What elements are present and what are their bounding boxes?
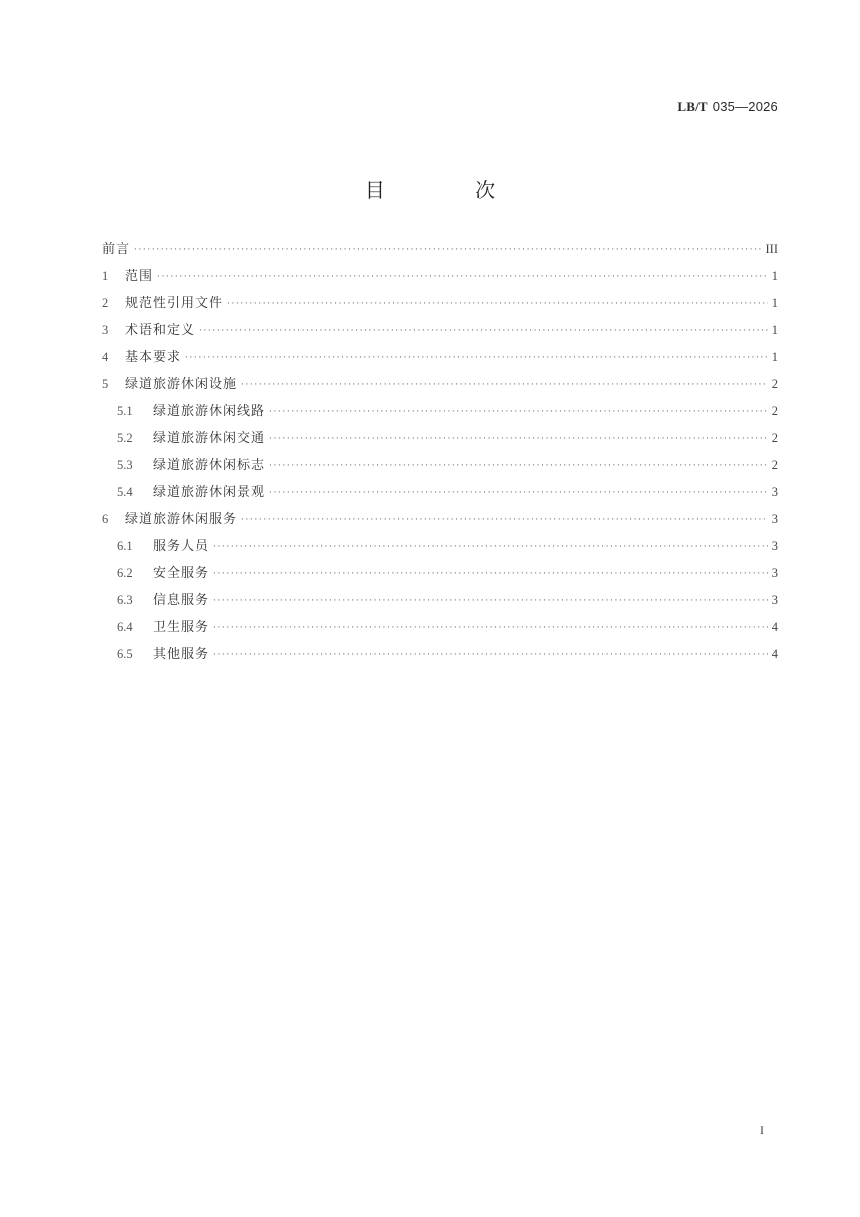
toc-dot-leader bbox=[157, 272, 768, 282]
toc-entry-number: 6.1 bbox=[117, 539, 133, 553]
toc-entry-label: 绿道旅游休闲设施 bbox=[125, 377, 238, 392]
toc-entry-label: 基本要求 bbox=[125, 350, 182, 365]
toc-entry-label: 服务人员 bbox=[153, 539, 210, 554]
toc-entry-label: 绿道旅游休闲线路 bbox=[153, 404, 266, 419]
toc-entry-3[interactable] bbox=[102, 319, 778, 346]
standard-prefix: LB/T bbox=[677, 99, 708, 114]
standard-code bbox=[677, 99, 778, 115]
toc-entry-number: 6.5 bbox=[117, 647, 133, 661]
toc-entry-foreword[interactable] bbox=[102, 238, 778, 265]
toc-entry-label: 绿道旅游休闲标志 bbox=[153, 458, 266, 473]
toc-entry-5-4[interactable] bbox=[102, 481, 778, 508]
toc-entry-6-2[interactable] bbox=[102, 562, 778, 589]
toc-entry-page: 2 bbox=[771, 377, 778, 391]
toc-entry-label: 前言 bbox=[102, 242, 131, 257]
toc-entry-label: 安全服务 bbox=[153, 566, 210, 581]
toc-entry-page: 1 bbox=[771, 269, 778, 283]
toc-entry-number: 5.3 bbox=[117, 458, 133, 472]
toc-entry-number: 5.4 bbox=[117, 485, 133, 499]
toc-entry-number: 6.2 bbox=[117, 566, 133, 580]
toc-entry-6-4[interactable] bbox=[102, 616, 778, 643]
toc-entry-5[interactable] bbox=[102, 373, 778, 400]
toc-entry-label: 卫生服务 bbox=[153, 620, 210, 635]
toc-entry-number: 6.4 bbox=[117, 620, 133, 634]
toc-entry-number: 6 bbox=[102, 512, 109, 526]
toc-entry-page: 3 bbox=[771, 593, 778, 607]
toc-dot-leader bbox=[241, 515, 768, 525]
toc-entry-page: 2 bbox=[771, 458, 778, 472]
toc-entry-page: 2 bbox=[771, 431, 778, 445]
toc-entry-number: 1 bbox=[102, 269, 109, 283]
toc-dot-leader bbox=[269, 461, 768, 471]
toc-entry-6-1[interactable] bbox=[102, 535, 778, 562]
toc-entry-number: 3 bbox=[102, 323, 109, 337]
toc-dot-leader bbox=[269, 434, 768, 444]
standard-number: 035—2026 bbox=[712, 99, 778, 114]
toc-entry-page: 3 bbox=[771, 566, 778, 580]
toc-entry-label: 信息服务 bbox=[153, 593, 210, 608]
toc-entry-6-3[interactable] bbox=[102, 589, 778, 616]
toc-entry-2[interactable] bbox=[102, 292, 778, 319]
toc-entry-5-1[interactable] bbox=[102, 400, 778, 427]
toc-entry-number: 5.1 bbox=[117, 404, 133, 418]
toc-entry-6-5[interactable] bbox=[102, 643, 778, 670]
toc-entry-page: 3 bbox=[771, 539, 778, 553]
toc-entry-label: 其他服务 bbox=[153, 647, 210, 662]
toc-dot-leader bbox=[269, 407, 768, 417]
page-title: 目 次 bbox=[364, 178, 538, 202]
toc-entry-page: 1 bbox=[771, 350, 778, 364]
toc-entry-5-2[interactable] bbox=[102, 427, 778, 454]
toc-entry-number: 5.2 bbox=[117, 431, 133, 445]
toc-dot-leader bbox=[134, 245, 763, 255]
toc-entry-label: 规范性引用文件 bbox=[125, 296, 224, 311]
toc-entry-page: 1 bbox=[771, 296, 778, 310]
toc-dot-leader bbox=[241, 380, 768, 390]
toc-entry-label: 绿道旅游休闲交通 bbox=[153, 431, 266, 446]
toc-entry-number: 6.3 bbox=[117, 593, 133, 607]
toc-entry-page: 1 bbox=[771, 323, 778, 337]
page-number: I bbox=[760, 1123, 764, 1137]
toc-entry-page: 4 bbox=[771, 620, 778, 634]
toc-entry-label: 范围 bbox=[125, 269, 154, 284]
toc-entry-1[interactable] bbox=[102, 265, 778, 292]
toc-entry-page: 2 bbox=[771, 404, 778, 418]
toc-entry-5-3[interactable] bbox=[102, 454, 778, 481]
toc-dot-leader bbox=[213, 623, 768, 633]
toc-entry-4[interactable] bbox=[102, 346, 778, 373]
toc-dot-leader bbox=[227, 299, 768, 309]
toc-entry-number: 4 bbox=[102, 350, 109, 364]
toc-entry-label: 术语和定义 bbox=[125, 323, 196, 338]
toc-dot-leader bbox=[269, 488, 768, 498]
toc-entry-number: 5 bbox=[102, 377, 109, 391]
toc-dot-leader bbox=[199, 326, 768, 336]
toc-entry-number: 2 bbox=[102, 296, 109, 310]
toc-dot-leader bbox=[185, 353, 768, 363]
toc-entry-page: III bbox=[765, 242, 778, 256]
toc-entry-page: 3 bbox=[771, 512, 778, 526]
toc-entry-6[interactable] bbox=[102, 508, 778, 535]
toc-dot-leader bbox=[213, 569, 768, 579]
toc-dot-leader bbox=[213, 596, 768, 606]
toc-entry-label: 绿道旅游休闲景观 bbox=[153, 485, 266, 500]
table-of-contents bbox=[102, 238, 778, 670]
toc-entry-page: 4 bbox=[771, 647, 778, 661]
toc-dot-leader bbox=[213, 542, 768, 552]
toc-dot-leader bbox=[213, 650, 768, 660]
toc-entry-page: 3 bbox=[771, 485, 778, 499]
toc-entry-label: 绿道旅游休闲服务 bbox=[125, 512, 238, 527]
